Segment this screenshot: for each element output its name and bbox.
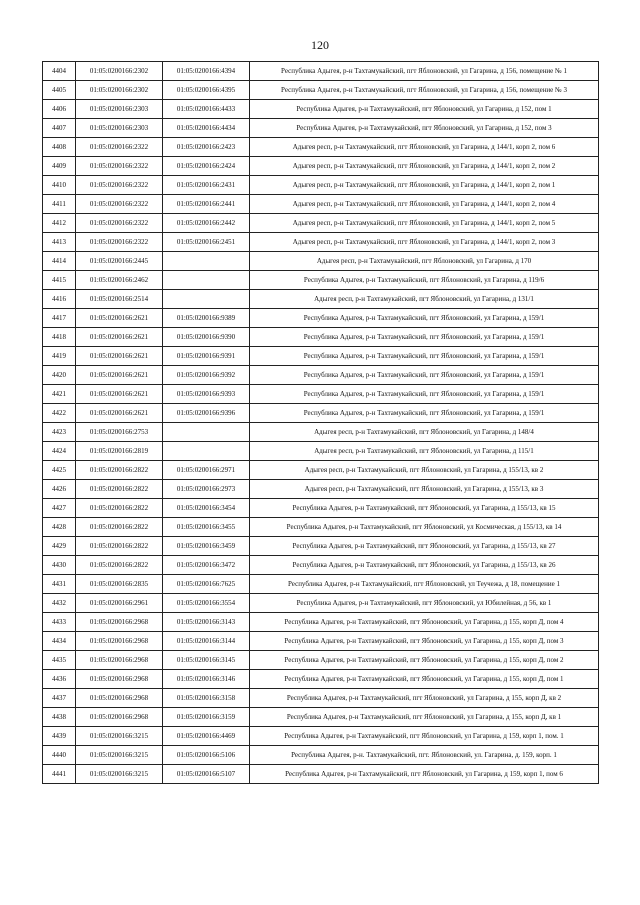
cadastral-number-cell: 01:05:0200166:2303 — [76, 119, 163, 138]
object-number-cell: 01:05:0200166:3143 — [163, 613, 250, 632]
cadastral-number-cell: 01:05:0200166:2961 — [76, 594, 163, 613]
cadastral-number-cell: 01:05:0200166:2822 — [76, 499, 163, 518]
object-number-cell: 01:05:0200166:2423 — [163, 138, 250, 157]
table-row — [43, 62, 599, 81]
row-number-cell: 4431 — [43, 575, 76, 594]
object-number-cell: 01:05:0200166:3158 — [163, 689, 250, 708]
table-row — [43, 442, 599, 461]
object-number-cell: 01:05:0200166:9392 — [163, 366, 250, 385]
cadastral-number-cell: 01:05:0200166:2822 — [76, 461, 163, 480]
table-row — [43, 613, 599, 632]
row-number-cell: 4416 — [43, 290, 76, 309]
row-number-cell: 4430 — [43, 556, 76, 575]
address-cell: Республика Адыгея, р-н Тахтамукайский, пгт Яблоновский, ул Гагарина, д 159/1 — [250, 347, 599, 366]
object-number-cell: 01:05:0200166:9389 — [163, 309, 250, 328]
object-number-cell: 01:05:0200166:5106 — [163, 746, 250, 765]
row-number-cell: 4425 — [43, 461, 76, 480]
row-number-cell: 4417 — [43, 309, 76, 328]
address-cell: Адыгея респ, р-н Тахтамукайский, пгт Яблоновский, ул Гагарина, д 148/4 — [250, 423, 599, 442]
cadastral-number-cell: 01:05:0200166:2445 — [76, 252, 163, 271]
table-row — [43, 575, 599, 594]
object-number-cell: 01:05:0200166:3454 — [163, 499, 250, 518]
table-row — [43, 100, 599, 119]
row-number-cell: 4426 — [43, 480, 76, 499]
table-row — [43, 385, 599, 404]
row-number-cell: 4418 — [43, 328, 76, 347]
cadastral-number-cell: 01:05:0200166:2968 — [76, 632, 163, 651]
table-row — [43, 499, 599, 518]
address-cell: Республика Адыгея, р-н Тахтамукайский, пгт Яблоновский, ул Гагарина, д 155/13, кв 15 — [250, 499, 599, 518]
row-number-cell: 4411 — [43, 195, 76, 214]
object-number-cell — [163, 271, 250, 290]
object-number-cell: 01:05:0200166:3455 — [163, 518, 250, 537]
table-row — [43, 651, 599, 670]
cadastral-number-cell: 01:05:0200166:2822 — [76, 480, 163, 499]
cadastral-number-cell: 01:05:0200166:2322 — [76, 214, 163, 233]
row-number-cell: 4441 — [43, 765, 76, 784]
cadastral-number-cell: 01:05:0200166:2968 — [76, 708, 163, 727]
address-cell: Республика Адыгея, р-н Тахтамукайский, пгт Яблоновский, ул Теучежа, д 18, помещение 1 — [250, 575, 599, 594]
cadastral-number-cell: 01:05:0200166:3215 — [76, 746, 163, 765]
row-number-cell: 4421 — [43, 385, 76, 404]
table-row — [43, 632, 599, 651]
row-number-cell: 4406 — [43, 100, 76, 119]
object-number-cell: 01:05:0200166:7625 — [163, 575, 250, 594]
table-row — [43, 404, 599, 423]
object-number-cell — [163, 442, 250, 461]
address-cell: Республика Адыгея, р-н Тахтамукайский, пгт Яблоновский, ул Гагарина, д 159/1 — [250, 404, 599, 423]
table-row — [43, 670, 599, 689]
cadastral-number-cell: 01:05:0200166:2322 — [76, 176, 163, 195]
address-cell: Адыгея респ, р-н Тахтамукайский, пгт Яблоновский, ул Гагарина, д 115/1 — [250, 442, 599, 461]
address-cell: Республика Адыгея, р-н Тахтамукайский, пгт Яблоновский, ул Гагарина, д 155, корп Д, пом 1 — [250, 670, 599, 689]
row-number-cell: 4439 — [43, 727, 76, 746]
row-number-cell: 4404 — [43, 62, 76, 81]
table-row — [43, 119, 599, 138]
object-number-cell: 01:05:0200166:9393 — [163, 385, 250, 404]
address-cell: Адыгея респ, р-н Тахтамукайский, пгт Яблоновский, ул Гагарина, д 144/1, корп 2, пом 6 — [250, 138, 599, 157]
object-number-cell: 01:05:0200166:4433 — [163, 100, 250, 119]
table-row — [43, 537, 599, 556]
row-number-cell: 4414 — [43, 252, 76, 271]
object-number-cell: 01:05:0200166:2431 — [163, 176, 250, 195]
row-number-cell: 4410 — [43, 176, 76, 195]
table-row — [43, 195, 599, 214]
cadastral-number-cell: 01:05:0200166:2322 — [76, 138, 163, 157]
cadastral-number-cell: 01:05:0200166:2621 — [76, 347, 163, 366]
table-row — [43, 594, 599, 613]
address-cell: Республика Адыгея, р-н Тахтамукайский, пгт Яблоновский, ул Гагарина, д 155/13, кв 26 — [250, 556, 599, 575]
row-number-cell: 4424 — [43, 442, 76, 461]
row-number-cell: 4422 — [43, 404, 76, 423]
table-row — [43, 81, 599, 100]
cadastral-number-cell: 01:05:0200166:2621 — [76, 328, 163, 347]
address-cell: Адыгея респ, р-н Тахтамукайский, пгт Яблоновский, ул Гагарина, д 144/1, корп 2, пом 3 — [250, 233, 599, 252]
object-number-cell: 01:05:0200166:2971 — [163, 461, 250, 480]
address-cell: Республика Адыгея, р-н Тахтамукайский, пгт Яблоновский, ул Гагарина, д 156, помещение № 1 — [250, 62, 599, 81]
row-number-cell: 4437 — [43, 689, 76, 708]
object-number-cell: 01:05:0200166:4469 — [163, 727, 250, 746]
table-row — [43, 347, 599, 366]
address-cell: Республика Адыгея, р-н Тахтамукайский, пгт Яблоновский, ул Гагарина, д 155, корп Д, пом 2 — [250, 651, 599, 670]
table-row — [43, 423, 599, 442]
object-number-cell: 01:05:0200166:3459 — [163, 537, 250, 556]
row-number-cell: 4428 — [43, 518, 76, 537]
registry-table-body — [43, 62, 599, 784]
cadastral-number-cell: 01:05:0200166:2621 — [76, 385, 163, 404]
cadastral-number-cell: 01:05:0200166:2968 — [76, 689, 163, 708]
address-cell: Республика Адыгея, р-н Тахтамукайский, пгт Яблоновский, ул Гагарина, д 155, корп Д, кв 2 — [250, 689, 599, 708]
cadastral-number-cell: 01:05:0200166:2303 — [76, 100, 163, 119]
page-number: 120 — [311, 38, 329, 52]
object-number-cell: 01:05:0200166:3159 — [163, 708, 250, 727]
address-cell: Республика Адыгея, р-н Тахтамукайский, пгт Яблоновский, ул Гагарина, д 156, помещение № 3 — [250, 81, 599, 100]
row-number-cell: 4440 — [43, 746, 76, 765]
object-number-cell: 01:05:0200166:3144 — [163, 632, 250, 651]
row-number-cell: 4434 — [43, 632, 76, 651]
cadastral-number-cell: 01:05:0200166:2462 — [76, 271, 163, 290]
table-row — [43, 461, 599, 480]
cadastral-number-cell: 01:05:0200166:2835 — [76, 575, 163, 594]
object-number-cell: 01:05:0200166:3472 — [163, 556, 250, 575]
cadastral-number-cell: 01:05:0200166:2822 — [76, 537, 163, 556]
table-row — [43, 309, 599, 328]
cadastral-number-cell: 01:05:0200166:2322 — [76, 195, 163, 214]
row-number-cell: 4427 — [43, 499, 76, 518]
object-number-cell: 01:05:0200166:9390 — [163, 328, 250, 347]
cadastral-number-cell: 01:05:0200166:2968 — [76, 670, 163, 689]
address-cell: Республика Адыгея, р-н Тахтамукайский, пгт Яблоновский, ул Гагарина, д 119/6 — [250, 271, 599, 290]
address-cell: Республика Адыгея, р-н Тахтамукайский, пгт Яблоновский, ул Гагарина, д 159/1 — [250, 328, 599, 347]
row-number-cell: 4438 — [43, 708, 76, 727]
cadastral-number-cell: 01:05:0200166:2968 — [76, 651, 163, 670]
table-row — [43, 233, 599, 252]
row-number-cell: 4419 — [43, 347, 76, 366]
row-number-cell: 4429 — [43, 537, 76, 556]
address-cell: Республика Адыгея, р-н Тахтамукайский, пгт Яблоновский, ул Гагарина, д 159/1 — [250, 385, 599, 404]
row-number-cell: 4409 — [43, 157, 76, 176]
table-row — [43, 214, 599, 233]
object-number-cell: 01:05:0200166:3146 — [163, 670, 250, 689]
row-number-cell: 4436 — [43, 670, 76, 689]
row-number-cell: 4415 — [43, 271, 76, 290]
table-row — [43, 157, 599, 176]
row-number-cell: 4405 — [43, 81, 76, 100]
address-cell: Республика Адыгея, р-н Тахтамукайский, пгт Яблоновский, ул Гагарина, д 159/1 — [250, 309, 599, 328]
address-cell: Адыгея респ, р-н Тахтамукайский, пгт Яблоновский, ул Гагарина, д 144/1, корп 2, пом 2 — [250, 157, 599, 176]
cadastral-number-cell: 01:05:0200166:2621 — [76, 309, 163, 328]
table-row — [43, 366, 599, 385]
object-number-cell: 01:05:0200166:4394 — [163, 62, 250, 81]
object-number-cell: 01:05:0200166:3554 — [163, 594, 250, 613]
row-number-cell: 4412 — [43, 214, 76, 233]
row-number-cell: 4433 — [43, 613, 76, 632]
row-number-cell: 4413 — [43, 233, 76, 252]
table-row — [43, 138, 599, 157]
table-row — [43, 176, 599, 195]
table-row — [43, 290, 599, 309]
cadastral-number-cell: 01:05:0200166:2322 — [76, 157, 163, 176]
object-number-cell: 01:05:0200166:5107 — [163, 765, 250, 784]
object-number-cell: 01:05:0200166:9396 — [163, 404, 250, 423]
address-cell: Республика Адыгея, р-н Тахтамукайский, пгт Яблоновский, ул Гагарина, д 152, пом 3 — [250, 119, 599, 138]
cadastral-number-cell: 01:05:0200166:2302 — [76, 81, 163, 100]
address-cell: Республика Адыгея, р-н Тахтамукайский, пгт Яблоновский, ул Гагарина, д 159, корп 1, пом 6 — [250, 765, 599, 784]
row-number-cell: 4407 — [43, 119, 76, 138]
registry-table — [42, 61, 599, 784]
row-number-cell: 4420 — [43, 366, 76, 385]
address-cell: Республика Адыгея, р-н Тахтамукайский, пгт Яблоновский, ул Космическая, д 155/13, кв 14 — [250, 518, 599, 537]
address-cell: Адыгея респ, р-н Тахтамукайский, пгт Яблоновский, ул Гагарина, д 144/1, корп 2, пом 5 — [250, 214, 599, 233]
address-cell: Республика Адыгея, р-н Тахтамукайский, пгт Яблоновский, ул Гагарина, д 159/1 — [250, 366, 599, 385]
table-row — [43, 480, 599, 499]
address-cell: Республика Адыгея, р-н Тахтамукайский, пгт Яблоновский, ул Юбилейная, д 56, кв 1 — [250, 594, 599, 613]
cadastral-number-cell: 01:05:0200166:2302 — [76, 62, 163, 81]
address-cell: Адыгея респ, р-н Тахтамукайский, пгт Яблоновский, ул Гагарина, д 144/1, корп 2, пом 4 — [250, 195, 599, 214]
table-row — [43, 252, 599, 271]
table-row — [43, 689, 599, 708]
cadastral-number-cell: 01:05:0200166:3215 — [76, 727, 163, 746]
address-cell: Адыгея респ, р-н Тахтамукайский, пгт Яблоновский, ул Гагарина, д 155/13, кв 3 — [250, 480, 599, 499]
address-cell: Республика Адыгея, р-н Тахтамукайский, пгт Яблоновский, ул Гагарина, д 155, корп Д, кв 1 — [250, 708, 599, 727]
address-cell: Республика Адыгея, р-н Тахтамукайский, пгт Яблоновский, ул Гагарина, д 155, корп Д, пом 4 — [250, 613, 599, 632]
table-row — [43, 271, 599, 290]
cadastral-number-cell: 01:05:0200166:2621 — [76, 366, 163, 385]
table-row — [43, 727, 599, 746]
cadastral-number-cell: 01:05:0200166:2822 — [76, 518, 163, 537]
cadastral-number-cell: 01:05:0200166:2819 — [76, 442, 163, 461]
row-number-cell: 4435 — [43, 651, 76, 670]
table-row — [43, 746, 599, 765]
address-cell: Адыгея респ, р-н Тахтамукайский, пгт Яблоновский, ул Гагарина, д 131/1 — [250, 290, 599, 309]
object-number-cell: 01:05:0200166:2424 — [163, 157, 250, 176]
address-cell: Адыгея респ, р-н Тахтамукайский, пгт Яблоновский, ул Гагарина, д 170 — [250, 252, 599, 271]
row-number-cell: 4432 — [43, 594, 76, 613]
address-cell: Республика Адыгея, р-н Тахтамукайский, пгт Яблоновский, ул Гагарина, д 155, корп Д, пом 3 — [250, 632, 599, 651]
address-cell: Республика Адыгея, р-н Тахтамукайский, пгт Яблоновский, ул Гагарина, д 159, корп 1, пом. 1 — [250, 727, 599, 746]
address-cell: Республика Адыгея, р-н Тахтамукайский, пгт Яблоновский, ул Гагарина, д 152, пом 1 — [250, 100, 599, 119]
object-number-cell: 01:05:0200166:2451 — [163, 233, 250, 252]
table-row — [43, 708, 599, 727]
object-number-cell — [163, 290, 250, 309]
object-number-cell: 01:05:0200166:2442 — [163, 214, 250, 233]
cadastral-number-cell: 01:05:0200166:2822 — [76, 556, 163, 575]
cadastral-number-cell: 01:05:0200166:3215 — [76, 765, 163, 784]
object-number-cell — [163, 423, 250, 442]
object-number-cell: 01:05:0200166:4434 — [163, 119, 250, 138]
table-row — [43, 328, 599, 347]
cadastral-number-cell: 01:05:0200166:2322 — [76, 233, 163, 252]
row-number-cell: 4423 — [43, 423, 76, 442]
table-row — [43, 765, 599, 784]
row-number-cell: 4408 — [43, 138, 76, 157]
address-cell: Адыгея респ, р-н Тахтамукайский, пгт Яблоновский, ул Гагарина, д 144/1, корп 2, пом 1 — [250, 176, 599, 195]
object-number-cell: 01:05:0200166:2973 — [163, 480, 250, 499]
table-row — [43, 556, 599, 575]
object-number-cell: 01:05:0200166:9391 — [163, 347, 250, 366]
cadastral-number-cell: 01:05:0200166:2968 — [76, 613, 163, 632]
address-cell: Республика Адыгея, р-н. Тахтамукайский, пгт. Яблоновский, ул. Гагарина, д. 159, корп. 1 — [250, 746, 599, 765]
cadastral-number-cell: 01:05:0200166:2621 — [76, 404, 163, 423]
address-cell: Адыгея респ, р-н Тахтамукайский, пгт Яблоновский, ул Гагарина, д 155/13, кв 2 — [250, 461, 599, 480]
cadastral-number-cell: 01:05:0200166:2514 — [76, 290, 163, 309]
object-number-cell: 01:05:0200166:3145 — [163, 651, 250, 670]
object-number-cell: 01:05:0200166:2441 — [163, 195, 250, 214]
table-row — [43, 518, 599, 537]
cadastral-number-cell: 01:05:0200166:2753 — [76, 423, 163, 442]
object-number-cell — [163, 252, 250, 271]
object-number-cell: 01:05:0200166:4395 — [163, 81, 250, 100]
address-cell: Республика Адыгея, р-н Тахтамукайский, пгт Яблоновский, ул Гагарина, д 155/13, кв 27 — [250, 537, 599, 556]
